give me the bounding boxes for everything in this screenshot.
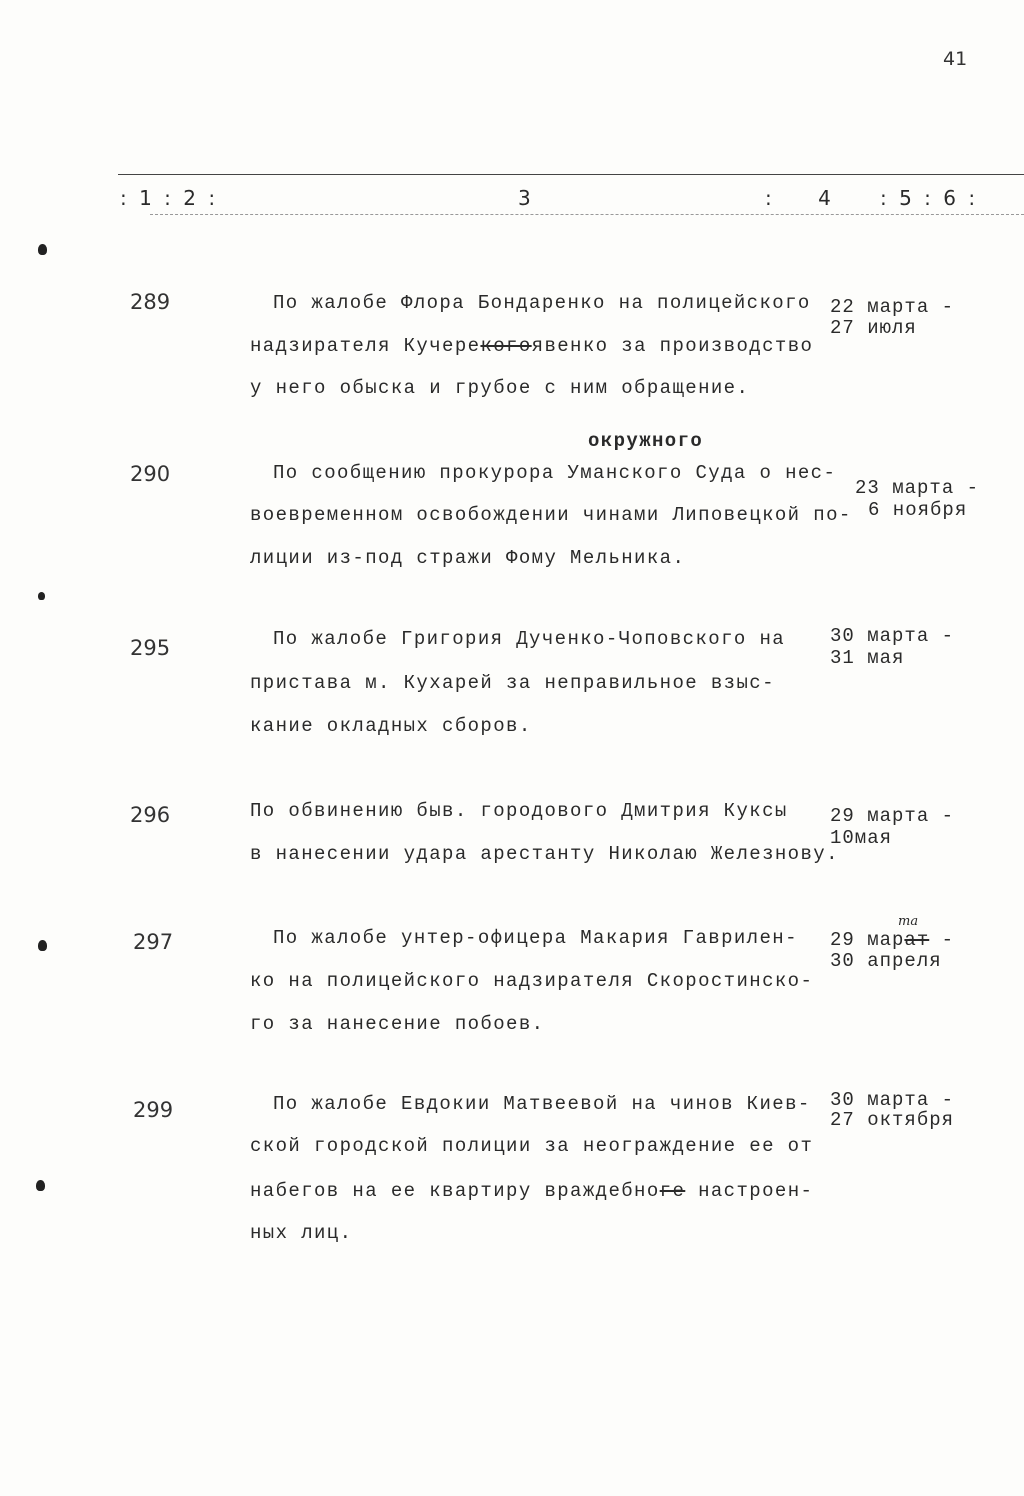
date-end: 10мая	[830, 827, 893, 849]
binder-mark	[38, 244, 47, 255]
page-number: 41	[943, 48, 968, 70]
header-col-3: 3	[518, 186, 534, 210]
entry-number: 289	[130, 290, 171, 314]
handwritten-correction: та	[898, 914, 919, 929]
entry-line: набегов на ее квартиру враждебноге настроен-	[250, 1180, 814, 1202]
date-end: 31 мая	[830, 647, 905, 669]
header-col-5-6: : 5 : 6 :	[880, 186, 979, 210]
entry-line: пристава м. Кухарей за неправильное взыс-	[250, 672, 775, 694]
header-rule	[118, 174, 1024, 175]
struck-text: кого	[480, 335, 532, 357]
entry-line: По жалобе унтер-офицера Макария Гаврилен-	[273, 927, 798, 949]
header-col-4: : 4	[765, 186, 851, 210]
header-col-1-2: : 1 : 2 :	[120, 186, 219, 210]
entry-line: кание окладных сборов.	[250, 715, 532, 737]
entry-number: 290	[130, 462, 171, 486]
entry-line: ской городской полиции за неограждение ее от	[250, 1135, 814, 1157]
entry-line: воевременном освобождении чинами Липовецкой по-	[250, 504, 852, 526]
date-start: 22 марта -	[830, 296, 955, 318]
entry-line: надзирателя Кучерекогоявенко за производство	[250, 335, 814, 357]
entry-line: лиции из-под стражи Фому Мельника.	[250, 547, 686, 569]
header-dashed-rule	[150, 214, 1024, 215]
entry-number: 297	[133, 930, 174, 954]
date-end: 27 июля	[830, 317, 917, 339]
entry-number: 295	[130, 636, 171, 660]
struck-text: ге	[659, 1180, 686, 1202]
entry-line: По обвинению быв. городового Дмитрия Куксы	[250, 800, 788, 822]
date-start: 30 марта -	[830, 625, 955, 647]
date-start: 30 марта -	[830, 1089, 955, 1111]
binder-mark	[38, 592, 45, 600]
date-end: 6 ноября	[868, 499, 968, 521]
entry-line: По сообщению прокурора Уманского Суда о нес-	[273, 462, 837, 484]
binder-mark	[38, 940, 47, 951]
binder-mark	[36, 1180, 45, 1191]
entry-number: 299	[133, 1098, 174, 1122]
entry-number: 296	[130, 803, 171, 827]
date-start: 29 марат -	[830, 929, 955, 951]
date-end: 27 октября	[830, 1109, 955, 1131]
entry-line: в нанесении удара арестанту Николаю Железнову.	[250, 843, 839, 865]
inserted-word: окружного	[588, 430, 704, 452]
entry-line: По жалобе Евдокии Матвеевой на чинов Киев-	[273, 1093, 811, 1115]
entry-line: ко на полицейского надзирателя Скоростинско-	[250, 970, 814, 992]
entry-line: По жалобе Григория Дученко-Чоповского на	[273, 628, 786, 650]
date-start: 29 марта -	[830, 805, 955, 827]
entry-line: ных лиц.	[250, 1222, 353, 1244]
date-start: 23 марта -	[855, 477, 980, 499]
entry-line: го за нанесение побоев.	[250, 1013, 545, 1035]
entry-line: у него обыска и грубое с ним обращение.	[250, 377, 750, 399]
entry-line: По жалобе Флора Бондаренко на полицейского	[273, 292, 811, 314]
date-end: 30 апреля	[830, 950, 942, 972]
